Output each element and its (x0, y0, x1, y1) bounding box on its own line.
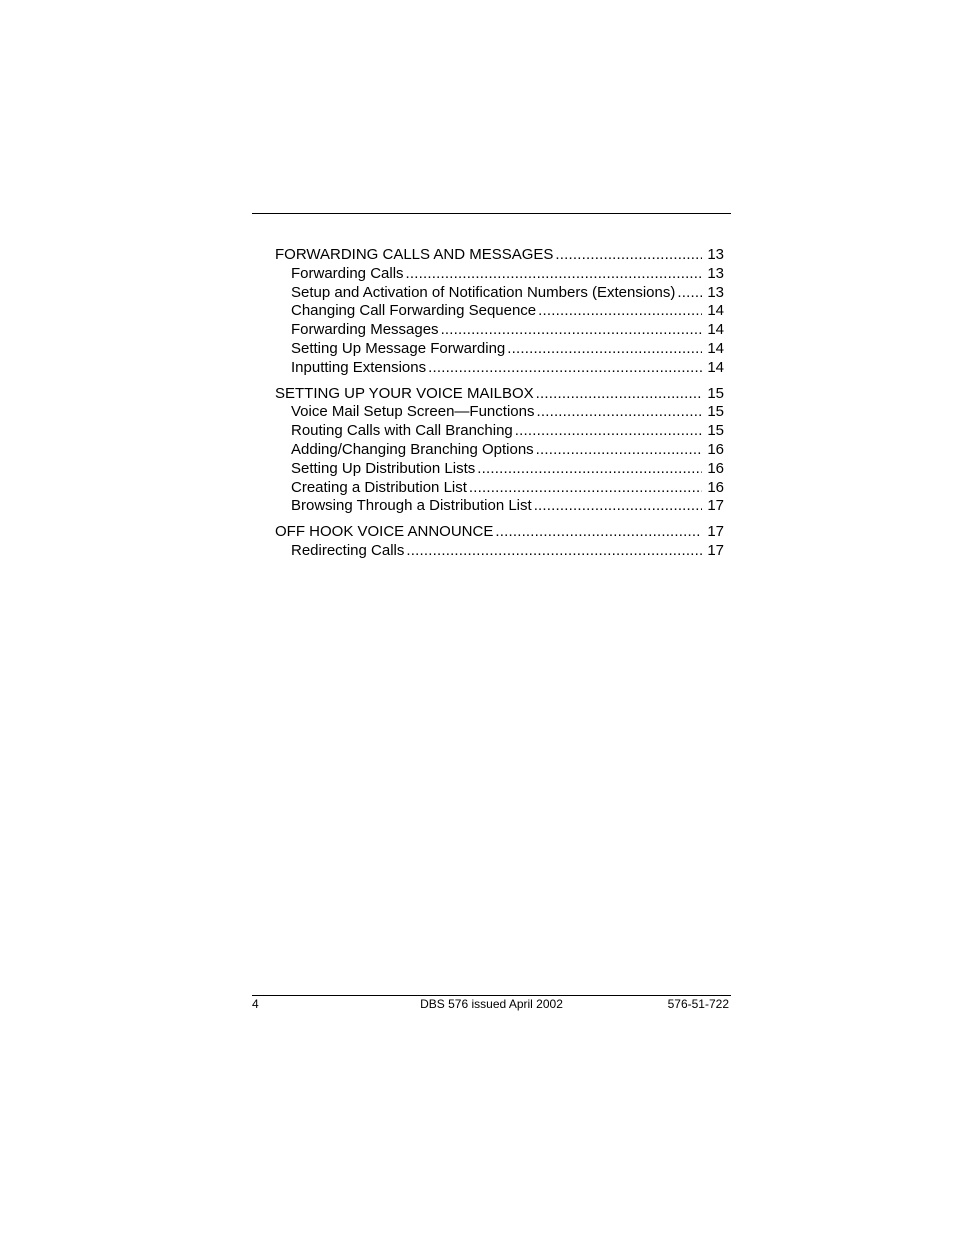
dot-leader (495, 523, 702, 542)
dot-leader (536, 385, 702, 404)
toc-subentry[interactable] (275, 542, 724, 561)
dot-leader (538, 302, 702, 321)
dot-leader (507, 340, 702, 359)
toc-section (275, 523, 724, 561)
toc-entry-page: 15 (707, 403, 724, 421)
toc-entry-title: Changing Call Forwarding Sequence (291, 302, 537, 320)
toc-subentry[interactable] (275, 340, 724, 359)
toc-entry-title: FORWARDING CALLS AND MESSAGES (275, 246, 554, 263)
toc-subentry[interactable] (275, 479, 724, 498)
toc-section (275, 385, 724, 517)
dot-leader (534, 497, 702, 516)
toc-entry-page: 14 (707, 321, 724, 339)
header-rule (252, 213, 731, 214)
toc-entry-page: 15 (707, 422, 724, 440)
toc-entry-title: Inputting Extensions (291, 358, 427, 376)
toc-subentry[interactable] (275, 497, 724, 516)
page-footer (252, 997, 731, 1013)
toc-subentry[interactable] (275, 422, 724, 441)
toc-section (275, 246, 724, 378)
dot-leader (469, 479, 702, 498)
toc-entry-title: Browsing Through a Distribution List (291, 497, 532, 515)
toc-entry-title: Setting Up Message Forwarding (291, 339, 506, 357)
toc-entry-page: 14 (707, 302, 724, 320)
toc-entry[interactable] (275, 385, 724, 404)
toc-entry-page: 16 (707, 459, 724, 477)
toc-entry-title: Setup and Activation of Notification Numbers (Extensions) (291, 283, 676, 301)
toc-subentry[interactable] (275, 441, 724, 460)
toc-entry-page: 13 (707, 283, 724, 301)
footer-doc-number: 576-51-722 (667, 997, 729, 1011)
dot-leader (677, 284, 702, 303)
dot-leader (406, 542, 702, 561)
footer-issue-text: DBS 576 issued April 2002 (420, 997, 563, 1011)
toc-entry-title: Routing Calls with Call Branching (291, 422, 513, 440)
table-of-contents (275, 246, 724, 568)
toc-subentry[interactable] (275, 321, 724, 340)
toc-entry[interactable] (275, 523, 724, 542)
dot-leader (536, 403, 702, 422)
toc-entry-title: Forwarding Calls (291, 264, 404, 282)
toc-subentry[interactable] (275, 302, 724, 321)
toc-entry-title: Forwarding Messages (291, 321, 439, 339)
footer-rule (252, 995, 731, 996)
toc-entry-title: Redirecting Calls (291, 541, 405, 559)
toc-entry-page: 16 (707, 478, 724, 496)
toc-entry-title: OFF HOOK VOICE ANNOUNCE (275, 523, 494, 541)
toc-entry-title: Setting Up Distribution Lists (291, 459, 476, 477)
toc-subentry[interactable] (275, 265, 724, 284)
toc-entry-page: 17 (707, 523, 724, 541)
toc-entry-title: Voice Mail Setup Screen—Functions (291, 403, 535, 421)
dot-leader (536, 441, 702, 460)
dot-leader (515, 422, 702, 441)
toc-subentry[interactable] (275, 403, 724, 422)
toc-entry-page: 17 (707, 497, 724, 515)
toc-entry-title: Adding/Changing Branching Options (291, 440, 534, 458)
dot-leader (406, 265, 702, 284)
toc-entry-page: 14 (707, 358, 724, 376)
dot-leader (477, 460, 702, 479)
footer-page-number: 4 (252, 997, 259, 1011)
toc-subentry[interactable] (275, 284, 724, 303)
toc-entry[interactable] (275, 246, 724, 265)
dot-leader (428, 359, 702, 378)
toc-entry-page: 15 (707, 384, 724, 402)
toc-entry-title: SETTING UP YOUR VOICE MAILBOX (275, 384, 534, 402)
toc-entry-page: 17 (707, 541, 724, 559)
toc-entry-title: Creating a Distribution List (291, 478, 467, 496)
dot-leader (441, 321, 702, 340)
toc-entry-page: 14 (707, 339, 724, 357)
dot-leader (555, 246, 702, 265)
toc-subentry[interactable] (275, 359, 724, 378)
toc-subentry[interactable] (275, 460, 724, 479)
toc-entry-page: 16 (707, 440, 724, 458)
toc-entry-page: 13 (707, 264, 724, 282)
toc-entry-page: 13 (707, 246, 724, 263)
